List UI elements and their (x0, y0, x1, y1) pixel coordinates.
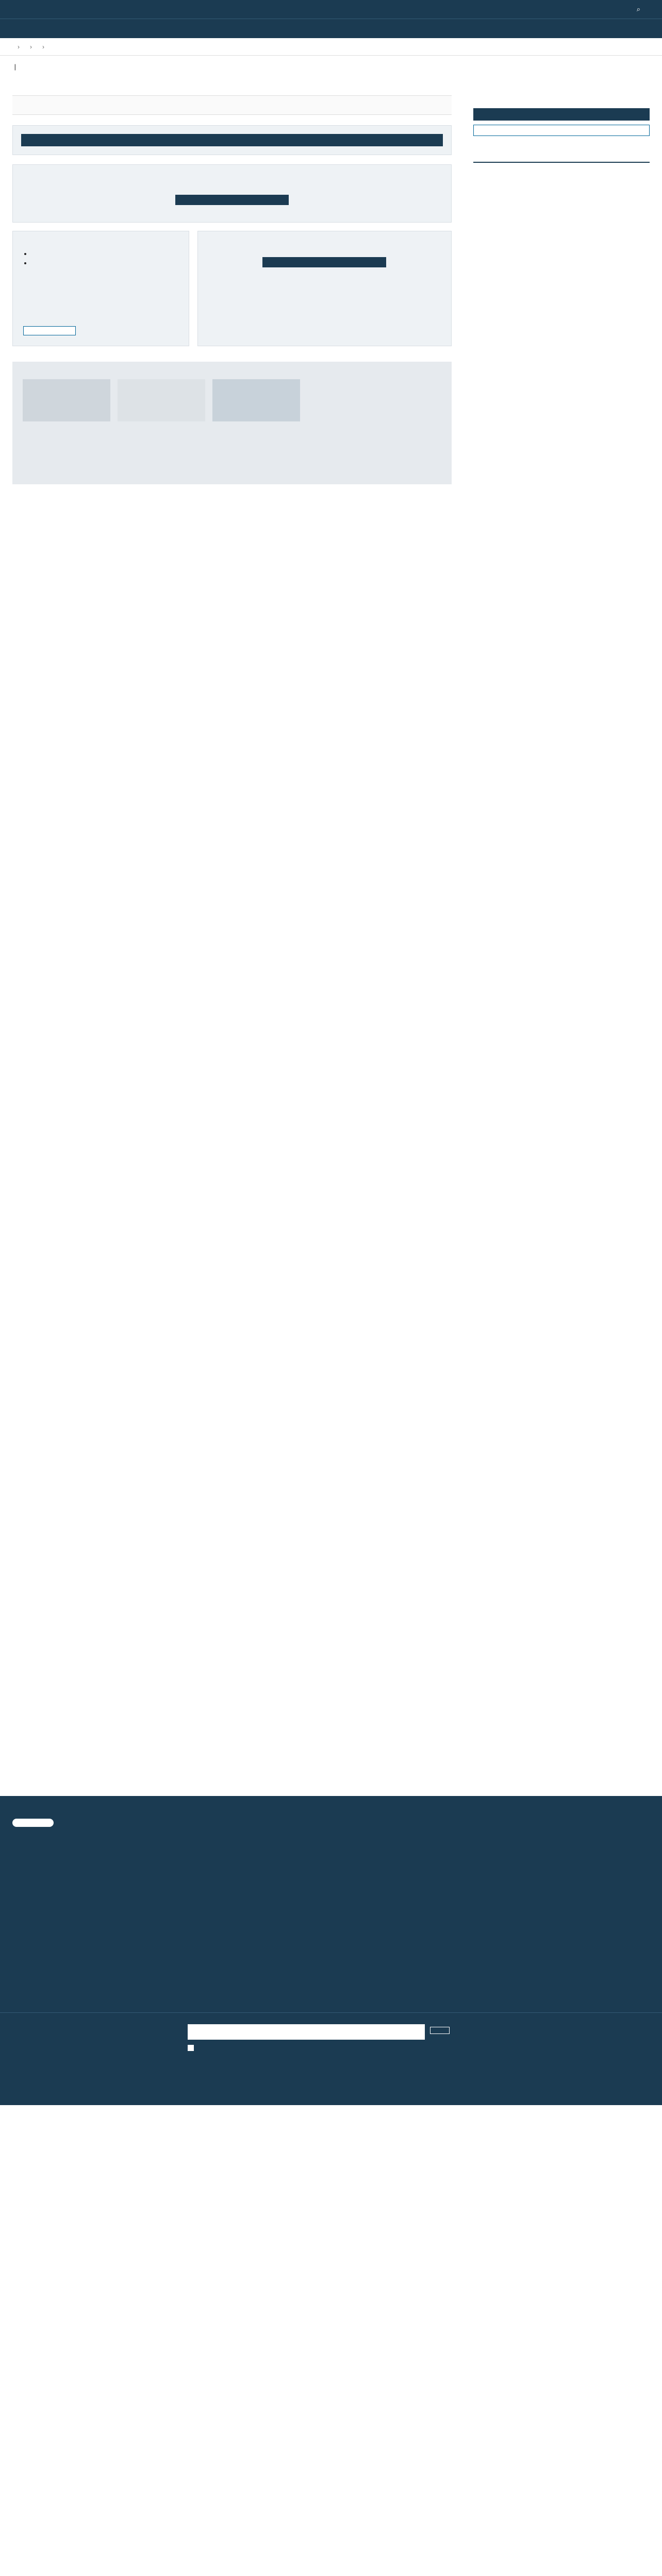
consent-checkbox[interactable] (188, 2045, 194, 2051)
sidebar (473, 108, 650, 168)
tab-sections[interactable] (473, 154, 532, 162)
sidebar-buy-button[interactable] (473, 125, 650, 136)
buy-item (31, 249, 178, 258)
nature-plus-learn-more-button[interactable] (175, 195, 289, 205)
similar-card[interactable] (118, 379, 205, 426)
search-icon: ⌕ (636, 5, 640, 13)
institution-access-button[interactable] (21, 134, 443, 146)
main-nav (0, 19, 662, 38)
tab-figures[interactable] (532, 154, 591, 162)
sidebar-tabs (473, 154, 650, 163)
email-field[interactable] (188, 2024, 425, 2040)
article-metrics (12, 76, 452, 84)
journal-subscription-box (197, 231, 452, 346)
card-thumbnail (23, 379, 110, 421)
preview-note (12, 95, 452, 115)
main-content: | • • (0, 56, 464, 505)
top-bar (0, 0, 662, 19)
cookie-banner (0, 1796, 662, 2012)
buy-article-box (12, 231, 189, 346)
briefing-form (188, 2021, 450, 2097)
institution-access-box (12, 125, 452, 155)
briefing-banner (0, 2012, 662, 2105)
card-thumbnail (118, 379, 205, 421)
card-thumbnail (212, 379, 300, 421)
nature-plus-box (12, 164, 452, 223)
breadcrumb: › › › (0, 38, 662, 56)
search-button[interactable] (637, 5, 640, 13)
buy-item (31, 258, 178, 267)
signup-button[interactable] (430, 2027, 450, 2034)
similar-card[interactable] (23, 379, 110, 426)
similar-content (12, 362, 452, 484)
accept-cookies-button[interactable] (12, 1819, 54, 1827)
journal-learn-more-button[interactable] (262, 257, 386, 267)
sidebar-institution-button[interactable] (473, 108, 650, 121)
similar-card[interactable] (212, 379, 300, 426)
buy-now-button[interactable] (23, 326, 76, 335)
tab-references[interactable] (591, 154, 650, 162)
